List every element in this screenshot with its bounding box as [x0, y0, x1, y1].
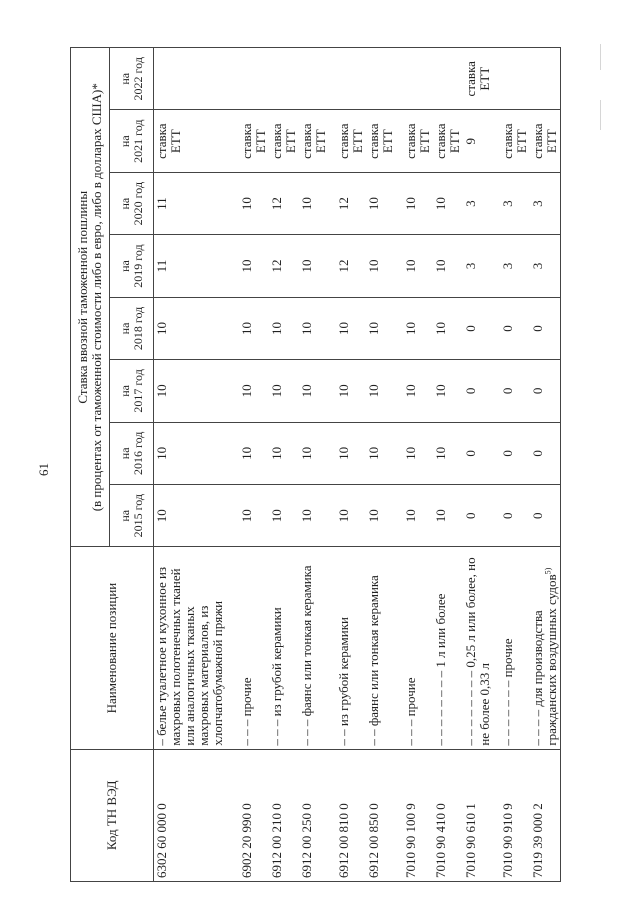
header-year: [110, 422, 154, 484]
rate-cell: 10: [269, 422, 299, 484]
item-name-cell: [433, 547, 463, 749]
rate-cell: 11: [154, 172, 227, 234]
hs-code-cell: 7010 90 910 9: [493, 749, 530, 881]
rate-cell: 9: [463, 110, 493, 172]
item-name: – – из грубой керамики: [336, 617, 351, 746]
rate-cell: [329, 48, 366, 110]
rate-cell: 12: [269, 235, 299, 297]
year-label: 2020 год: [130, 181, 145, 226]
rate-cell: 10: [299, 422, 329, 484]
table-row: [463, 48, 493, 882]
year-label: 2018 год: [130, 306, 145, 351]
rate-cell: ставка ЕТТ: [366, 110, 396, 172]
rate-cell: ставка ЕТТ: [493, 110, 530, 172]
year-prefix: на: [117, 509, 132, 522]
rate-cell: 10: [154, 297, 227, 359]
rate-cell: 12: [329, 235, 366, 297]
table-row: [226, 48, 269, 882]
rate-cell: [154, 48, 227, 110]
header-rate: [71, 48, 110, 547]
rate-cell: 10: [396, 422, 433, 484]
header-name: Наименование позиции: [71, 547, 154, 749]
hs-code-cell: 7010 90 410 0: [433, 749, 463, 881]
rate-cell: 11: [154, 235, 227, 297]
item-name: – – – прочие: [403, 677, 418, 746]
tariff-table: [70, 47, 561, 882]
header-code: Код ТН ВЭД: [71, 749, 154, 881]
rate-cell: 12: [329, 172, 366, 234]
table-row: [493, 48, 530, 882]
rate-cell: 3: [463, 235, 493, 297]
year-label: 2021 год: [130, 119, 145, 163]
rate-cell: 10: [329, 485, 366, 547]
rate-cell: 0: [463, 485, 493, 547]
item-name-cell: [396, 547, 433, 749]
table-row: [396, 48, 433, 882]
item-name: – – – – – – – – 0,25 л или более, но не более 0,33 л: [463, 557, 492, 746]
rate-cell: 10: [396, 235, 433, 297]
rate-cell: 10: [269, 360, 299, 422]
page-number: 61: [36, 463, 51, 476]
year-label: 2015 год: [130, 494, 145, 538]
item-name: – – – фаянс или тонкая керамика: [299, 565, 314, 746]
header-rate-line2: (в процентах от таможенной стоимости либо в евро, либо в долларах США)*: [89, 83, 104, 512]
year-label: 2017 год: [130, 369, 145, 413]
rate-cell: 10: [154, 422, 227, 484]
hs-code-cell: 7010 90 100 9: [396, 749, 433, 881]
rate-cell: 0: [530, 360, 561, 422]
table-row: [530, 48, 561, 882]
rate-cell: 10: [396, 485, 433, 547]
item-name-cell: [269, 547, 299, 749]
rate-cell: 0: [493, 422, 530, 484]
item-name: – – – из грубой керамики: [269, 607, 284, 746]
year-prefix: на: [117, 322, 132, 335]
rate-cell: [299, 48, 329, 110]
rate-cell: 10: [433, 235, 463, 297]
rate-cell: ставка ЕТТ: [396, 110, 433, 172]
rate-cell: 10: [433, 360, 463, 422]
item-name: – – фаянс или тонкая керамика: [366, 575, 381, 746]
year-prefix: на: [117, 135, 132, 148]
rate-cell: 10: [226, 297, 269, 359]
rate-cell: ставка ЕТТ: [226, 110, 269, 172]
rate-cell: 10: [299, 172, 329, 234]
header-year: [110, 360, 154, 422]
rate-cell: 10: [433, 172, 463, 234]
rate-cell: 10: [226, 172, 269, 234]
rate-cell: 10: [226, 235, 269, 297]
rate-cell: 10: [269, 485, 299, 547]
item-name-cell: [226, 547, 269, 749]
rate-cell: 0: [493, 297, 530, 359]
year-label: 2022 год: [130, 57, 145, 101]
item-name-cell: [299, 547, 329, 749]
rate-cell: 10: [226, 360, 269, 422]
rate-cell: 0: [463, 297, 493, 359]
item-name: – белье туалетное и кухонное из махровых полотенечных тканей или аналогичных тканых махровых материалов, из хлопчатобумажной пряжи: [154, 566, 225, 746]
table-row: [154, 48, 227, 882]
year-prefix: на: [117, 385, 132, 397]
margin-mark-bottom: [600, 100, 601, 130]
year-label: 2016 год: [130, 431, 145, 475]
header-year: [110, 48, 154, 110]
rate-cell: 10: [299, 360, 329, 422]
rate-cell: [226, 48, 269, 110]
table-row: [329, 48, 366, 882]
hs-code-cell: 6912 00 850 0: [366, 749, 396, 881]
rate-cell: 10: [433, 422, 463, 484]
table-row: [269, 48, 299, 882]
rate-cell: 10: [269, 297, 299, 359]
rate-cell: 0: [493, 360, 530, 422]
rate-cell: 10: [329, 422, 366, 484]
rate-cell: 10: [299, 297, 329, 359]
rate-cell: ставка ЕТТ: [299, 110, 329, 172]
rate-cell: 10: [154, 485, 227, 547]
item-name: – – – – – – – – 1 л или более: [433, 593, 448, 746]
rate-cell: 10: [329, 360, 366, 422]
rate-cell: 0: [530, 297, 561, 359]
rate-cell: [396, 48, 433, 110]
hs-code-cell: 6912 00 810 0: [329, 749, 366, 881]
rate-cell: 10: [366, 172, 396, 234]
year-prefix: на: [117, 260, 132, 272]
item-name: – – – прочие: [239, 677, 254, 746]
rate-cell: 10: [329, 297, 366, 359]
item-name-cell: [329, 547, 366, 749]
rate-cell: 0: [493, 485, 530, 547]
table-row: [299, 48, 329, 882]
rate-cell: 0: [463, 422, 493, 484]
item-name-cell: [154, 547, 227, 749]
rate-cell: 10: [226, 485, 269, 547]
rate-cell: [366, 48, 396, 110]
footnote-ref: 5): [543, 567, 553, 575]
rate-cell: 0: [463, 360, 493, 422]
rate-cell: 10: [299, 485, 329, 547]
rate-cell: 10: [366, 485, 396, 547]
table-row: [433, 48, 463, 882]
header-row-1: [71, 48, 110, 882]
hs-code-cell: 6302 60 000 0: [154, 749, 227, 881]
header-year: [110, 110, 154, 172]
rate-cell: [433, 48, 463, 110]
year-prefix: на: [117, 447, 132, 460]
rate-cell: ставка ЕТТ: [269, 110, 299, 172]
item-name-cell: [530, 547, 561, 749]
rate-cell: 3: [530, 172, 561, 234]
rate-cell: 12: [269, 172, 299, 234]
rate-cell: 3: [493, 235, 530, 297]
rate-cell: 3: [463, 172, 493, 234]
item-name: – – – – – – – прочие: [500, 638, 515, 746]
hs-code-cell: 7010 90 610 1: [463, 749, 493, 881]
rate-cell: ставка ЕТТ: [463, 48, 493, 110]
hs-code-cell: 6902 20 990 0: [226, 749, 269, 881]
rotated-sheet: [70, 47, 585, 882]
rate-cell: ставка ЕТТ: [154, 110, 227, 172]
rate-cell: [493, 48, 530, 110]
hs-code-cell: 7019 39 000 2: [530, 749, 561, 881]
rate-cell: ставка ЕТТ: [530, 110, 561, 172]
margin-mark-top: [600, 44, 601, 70]
rate-cell: 10: [366, 235, 396, 297]
year-prefix: на: [117, 197, 132, 210]
table-row: [366, 48, 396, 882]
rate-cell: [530, 48, 561, 110]
item-name: – – – – для производства гражданских воздушных судов: [530, 574, 559, 746]
rate-cell: 3: [493, 172, 530, 234]
rate-cell: ставка ЕТТ: [329, 110, 366, 172]
table-body: [154, 48, 561, 882]
rate-cell: 10: [396, 297, 433, 359]
item-name-cell: [366, 547, 396, 749]
rate-cell: 3: [530, 235, 561, 297]
rate-cell: 10: [366, 422, 396, 484]
hs-code-cell: 6912 00 250 0: [299, 749, 329, 881]
rate-cell: 10: [366, 360, 396, 422]
year-prefix: на: [117, 72, 132, 85]
rate-cell: 10: [396, 172, 433, 234]
hs-code-cell: 6912 00 210 0: [269, 749, 299, 881]
rate-cell: 10: [299, 235, 329, 297]
rate-cell: 10: [396, 360, 433, 422]
header-year: [110, 297, 154, 359]
rate-cell: 10: [154, 360, 227, 422]
rate-cell: 10: [366, 297, 396, 359]
rate-cell: 10: [226, 422, 269, 484]
rate-cell: [269, 48, 299, 110]
header-year: [110, 485, 154, 547]
rate-cell: 10: [433, 485, 463, 547]
header-rate-line1: Ставка ввозной таможенной пошлины: [75, 190, 90, 404]
item-name-cell: [493, 547, 530, 749]
item-name-cell: [463, 547, 493, 749]
rate-cell: ставка ЕТТ: [433, 110, 463, 172]
rate-cell: 10: [433, 297, 463, 359]
rate-cell: 0: [530, 485, 561, 547]
header-year: [110, 235, 154, 297]
year-label: 2019 год: [130, 244, 145, 288]
rate-cell: 0: [530, 422, 561, 484]
header-year: [110, 172, 154, 234]
